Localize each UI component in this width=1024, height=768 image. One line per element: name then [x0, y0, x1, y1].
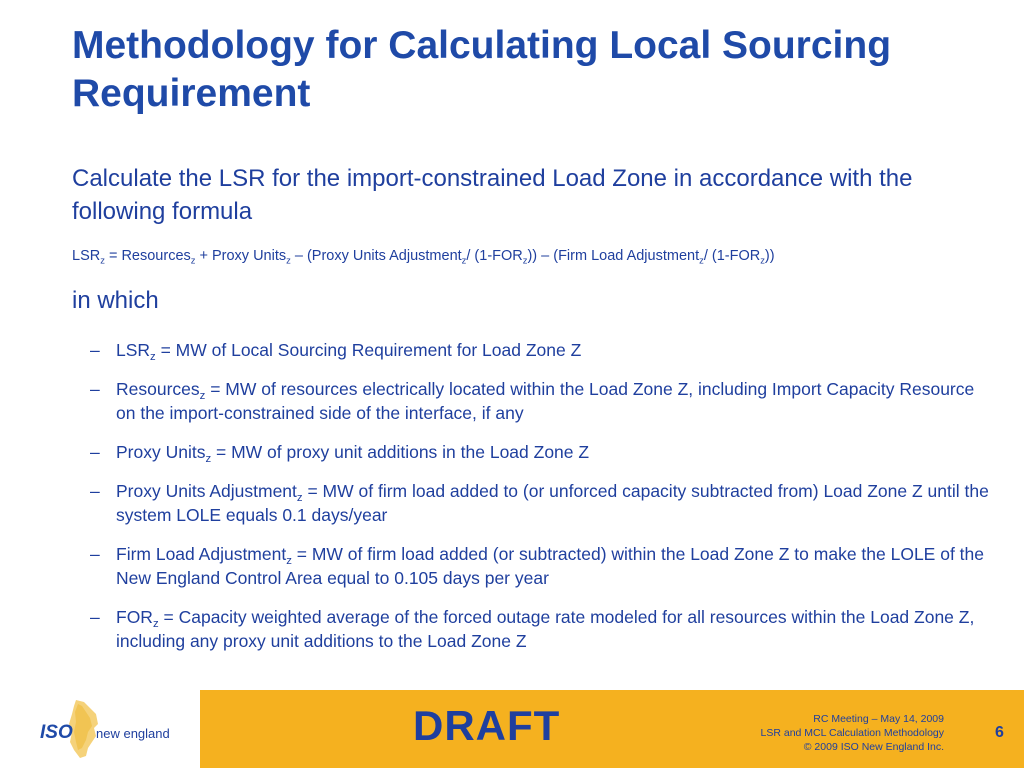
- draft-watermark: DRAFT: [413, 702, 561, 749]
- dash-bullet: –: [90, 481, 100, 501]
- lsr-formula: [72, 248, 1012, 264]
- definition-item: [90, 338, 990, 362]
- definition-term: FOR: [116, 607, 153, 627]
- meeting-line: RC Meeting – May 14, 2009: [813, 713, 944, 725]
- meeting-line: LSR and MCL Calculation Methodology: [760, 727, 944, 739]
- definition-text: = Capacity weighted average of the forced outage rate modeled for all resources within the Load Zone Z, including any proxy unit additions to the Load Zone Z: [116, 607, 975, 651]
- dash-bullet: –: [90, 379, 100, 399]
- formula-subscript: z: [286, 254, 291, 266]
- definition-item: [90, 479, 990, 527]
- definition-text: = MW of firm load added to (or unforced capacity subtracted from) Load Zone Z until the system LOLE equals 0.1 days/year: [116, 481, 989, 525]
- definition-list: [90, 338, 990, 668]
- dash-bullet: –: [90, 340, 100, 360]
- logo-iso-text: ISO: [40, 722, 73, 743]
- definition-term: LSR: [116, 340, 151, 360]
- definition-subscript: z: [152, 617, 159, 630]
- definition-term: Proxy Units: [116, 442, 206, 462]
- formula-part: )): [764, 248, 775, 264]
- definition-subscript: z: [296, 491, 303, 504]
- formula-part: = Resources: [104, 248, 191, 264]
- intro-text: Calculate the LSR for the import-constrained Load Zone in accordance with the following formula: [72, 165, 913, 225]
- slide-title: Methodology for Calculating Local Sourcing Requirement: [72, 24, 892, 115]
- logo-new-england-text: new england: [96, 726, 170, 741]
- definition-term: Firm Load Adjustment: [116, 544, 287, 564]
- definition-term: Resources: [116, 379, 200, 399]
- formula-subscript: z: [699, 254, 704, 266]
- definition-item: [90, 377, 990, 425]
- iso-ne-logo: [0, 690, 200, 768]
- slide-footer: [0, 690, 1024, 768]
- definition-text: = MW of proxy unit additions in the Load Zone Z: [211, 442, 590, 462]
- formula-part: + Proxy Units: [195, 248, 287, 264]
- definition-item: [90, 605, 990, 653]
- definition-subscript: z: [205, 452, 212, 465]
- definition-subscript: z: [199, 389, 206, 402]
- formula-subscript: z: [461, 254, 467, 266]
- formula-part: – (Proxy Units Adjustment: [290, 248, 462, 264]
- formula-part: / (1-FOR: [703, 248, 761, 264]
- dash-bullet: –: [90, 544, 100, 564]
- definition-text: = MW of firm load added (or subtracted) within the Load Zone Z to make the LOLE of the New England Control Area equal to 0.105 days per year: [116, 544, 984, 588]
- dash-bullet: –: [90, 607, 100, 627]
- definition-term: Proxy Units Adjustment: [116, 481, 297, 501]
- formula-subscript: z: [522, 254, 528, 266]
- definition-text: = MW of Local Sourcing Requirement for Load Zone Z: [155, 340, 582, 360]
- formula-subscript: z: [760, 254, 765, 266]
- formula-part: )) – (Firm Load Adjustment: [527, 248, 700, 264]
- formula-part: / (1-FOR: [466, 248, 523, 264]
- in-which-label: in which: [72, 287, 159, 314]
- definition-item: [90, 542, 990, 590]
- formula-subscript: z: [190, 254, 196, 266]
- copyright-line: © 2009 ISO New England Inc.: [803, 741, 944, 753]
- formula-subscript: z: [100, 254, 105, 266]
- definition-subscript: z: [286, 554, 292, 567]
- formula-part: LSR: [72, 248, 101, 264]
- definition-subscript: z: [150, 350, 156, 363]
- definition-text: = MW of resources electrically located within the Load Zone Z, including Import Capacity Resource on the import-constrained side of the interface, if any: [116, 379, 975, 423]
- definition-item: [90, 440, 990, 464]
- meeting-info: [684, 712, 944, 754]
- page-number: 6: [995, 724, 1004, 741]
- dash-bullet: –: [90, 442, 100, 462]
